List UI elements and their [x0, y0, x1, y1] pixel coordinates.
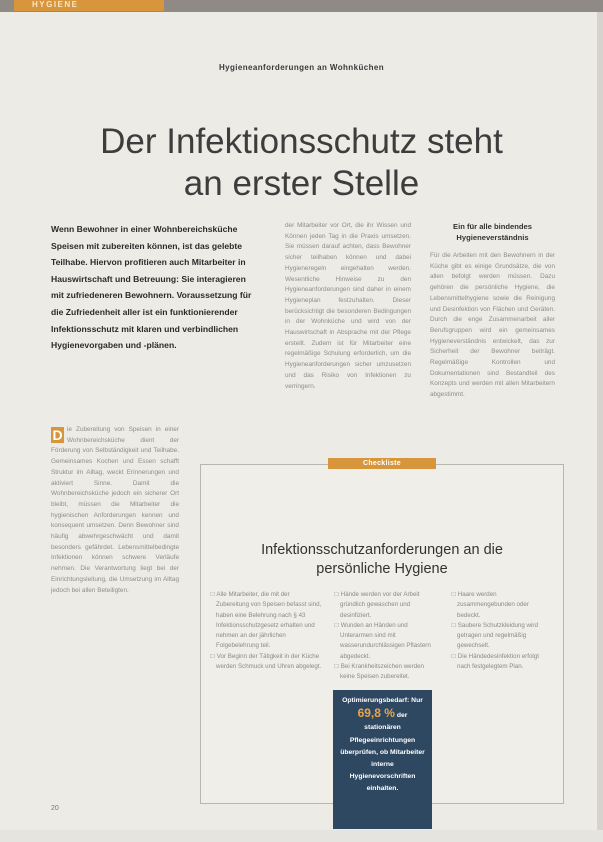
checklist-title-line-1: Infektionsschutzanforderungen an die: [261, 542, 503, 558]
body-column-1-text: ie Zubereitung von Speisen in einer Wohnbereichsküche dient der Förderung von Selbständigkeit und Teilhabe. Gemeinsames Kochen und Essen schafft Struktur im Alltag, weckt Erinnerungen und aktiviert Sinne. Damit die Wohnbereichsküche jedoch ein sicherer Ort bleibt, müssen die Mitarbeiter die hygienischen Anforderungen kennen und konsequent umsetzen. Denn Bewohner sind häufig abwehrgeschwächt und damit besonders gefährdet. Lebensmittelbedingte Infektionen können schwere Verläufe nehmen. Die Verantwortung liegt bei der Einrichtungsleitung, die Umsetzung im Alltag jedoch bei allen Beteiligten.: [51, 426, 179, 594]
checklist-item: ☐ Die Händedesinfektion erfolgt nach festgelegtem Plan.: [451, 652, 539, 671]
checkbox-icon: ☐: [451, 622, 457, 629]
checklist-column-2: [334, 590, 438, 683]
checkbox-icon: ☐: [334, 592, 340, 598]
section-tag: HYGIENE: [14, 0, 164, 11]
article-title: [40, 121, 563, 205]
article-kicker: Hygieneanforderungen an Wohnküchen: [218, 63, 385, 72]
checklist-column-3: [451, 590, 553, 672]
checklist-title-line-2: persönliche Hygiene: [316, 561, 448, 577]
body-column-1: [51, 425, 179, 596]
body-column-2: der Mitarbeiter vor Ort, die ihr Wissen und Können jeden Tag in die Praxis umsetzen. Sie müssen darauf achten, dass Bewohner sicher teilhaben können und dabei Hygieneregeln eingehalten werden. Wesentliche Hinweise zu den Hygieneanforderungen sind daher in einem Hygieneplan festzuhalten. Dieser berücksichtigt die besonderen Bedingungen in der Wohnküche und wird von der Hauswirtschaft in Absprache mit der Pflege erstellt. Zudem ist für Mitarbeiter eine regelmäßige Schulung erforderlich, um die Hygieneanforderungen sicher umzusetzen und das Risiko von Infektionen zu verringern.: [285, 222, 411, 390]
checklist-tab: Checkliste: [328, 458, 436, 469]
callout-suffix: der stationären Pflegeeinrichtungen überprüfen, ob Mitarbeiter interne Hygienevorschriften einhalten.: [340, 712, 425, 793]
checklist-item: ☐ Saubere Schutzkleidung wird getragen und regelmäßig gewechselt.: [451, 621, 538, 650]
checkbox-icon: ☐: [210, 653, 216, 660]
checklist-column-1: [210, 590, 322, 672]
checklist-item: ☐ Haare werden zusammengebunden oder bedeckt.: [451, 591, 529, 619]
bottom-strip: [0, 830, 603, 842]
page-number: 20: [51, 805, 59, 812]
page-edge: [597, 12, 603, 842]
checkbox-icon: ☐: [451, 653, 457, 660]
checkbox-icon: ☐: [451, 592, 457, 598]
statistic-callout: [333, 690, 432, 829]
title-line-1: Der Infektionsschutz steht: [100, 122, 503, 162]
checklist-item: ☐ Alle Mitarbeiter, die mit der Zubereitung von Speisen befasst sind, haben eine Belehrung nach § 43 Infektionsschutzgesetz erhalten und nehmen an der jährlichen Folgebelehrung teil.: [210, 591, 322, 650]
drop-cap: D: [52, 427, 63, 443]
section-subhead: [430, 221, 555, 243]
checkbox-icon: ☐: [334, 664, 340, 671]
checklist-item: ☐ Hände werden vor der Arbeit gründlich gewaschen und desinfiziert.: [334, 591, 420, 619]
callout-number: 69,8 %: [357, 706, 395, 721]
callout-prefix: Optimierungsbedarf: Nur: [342, 697, 423, 704]
checklist-item: ☐ Vor Beginn der Tätigkeit in der Küche werden Schmuck und Uhren abgelegt.: [210, 652, 322, 671]
checkbox-icon: ☐: [210, 592, 216, 598]
article-intro: Wenn Bewohner in einer Wohnbereichsküche Speisen mit zubereiten können, ist das gelebte Teilhabe. Hiervon profitieren auch Mitarbeiter in Hauswirtschaft und Betreuung: Sie interagieren mit zufriedeneren Bewohnern. Voraussetzung für die Zufriedenheit aller ist ein funktionierender Infektionsschutz mit klaren und verbindlichen Hygienevorgaben und -plänen.: [51, 224, 252, 351]
checklist-item: ☐ Bei Krankheitszeichen werden keine Speisen zubereitet.: [334, 663, 424, 681]
body-column-3: Für die Arbeiten mit den Bewohnern in der Küche gibt es einige Grundsätze, die von allen befolgt werden müssen. Dazu gehören die persönliche Hygiene, die Lebensmittelhygiene sowie die Reinigung und Desinfektion von Flächen und Geräten. Durch die enge Zusammenarbeit aller Berufsgruppen wird ein gemeinsames Hygieneverständnis entwickelt, das zur Sicherheit der Bewohner beiträgt. Regelmäßige Kontrollen und Dokumentationen sind Bestandteil des Konzepts und werden mit allen Mitarbeitern abgestimmt.: [430, 252, 555, 399]
checkbox-icon: ☐: [334, 622, 340, 629]
subhead-line-1: Ein für alle bindendes: [453, 222, 532, 231]
title-line-2: an erster Stelle: [183, 164, 420, 204]
subhead-line-2: Hygieneverständnis: [456, 233, 529, 242]
checklist-item: ☐ Wunden an Händen und Unterarmen sind mit wasserundurchlässigen Pflastern abgedeckt.: [334, 621, 431, 660]
checklist-title: [204, 541, 560, 579]
